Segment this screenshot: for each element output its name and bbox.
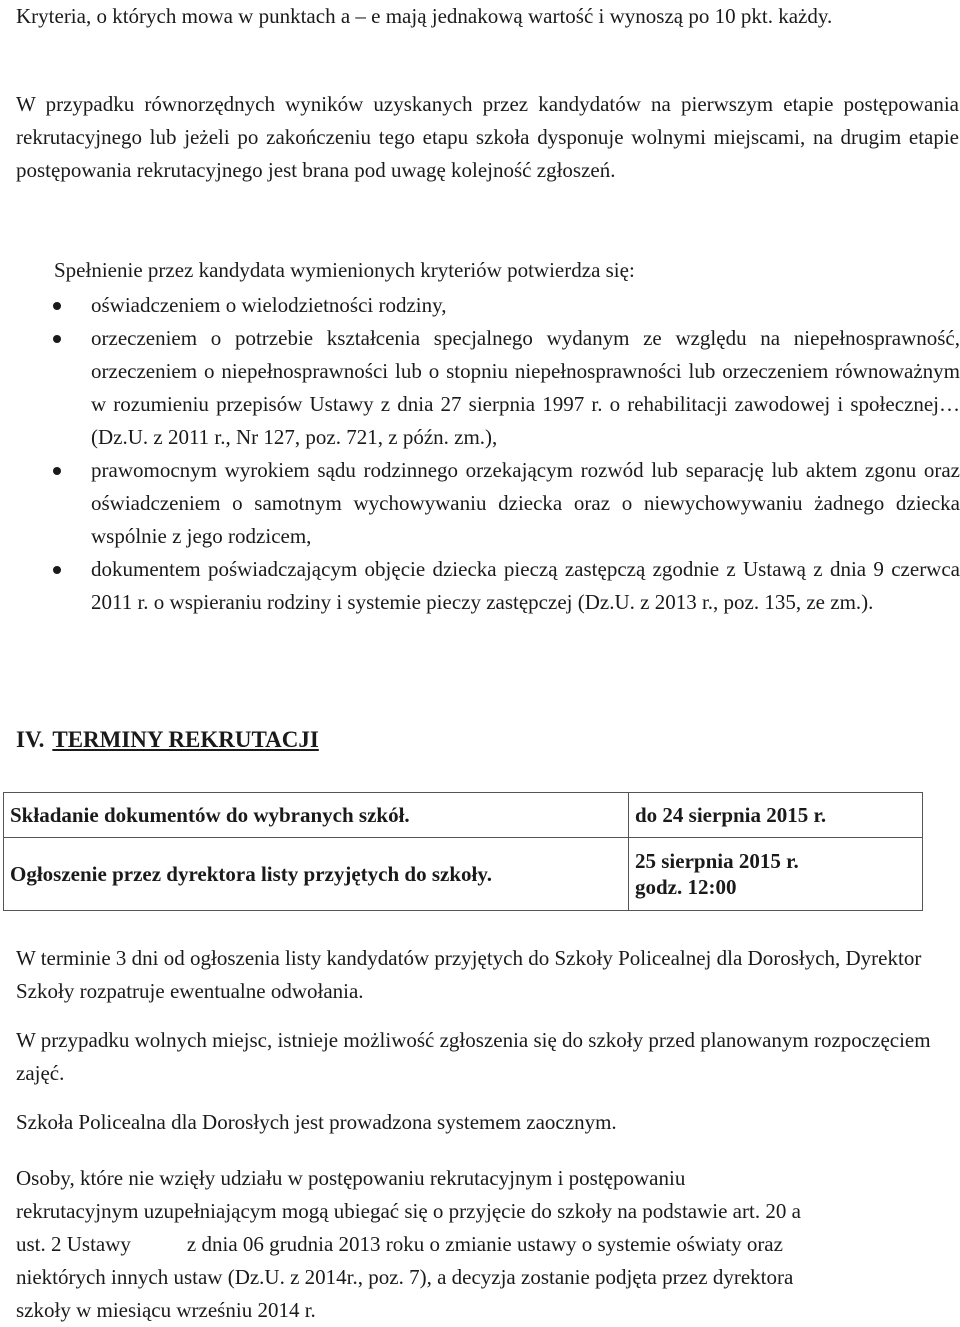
table-cell-label: Składanie dokumentów do wybranych szkół. bbox=[4, 793, 629, 838]
table-cell-date: 25 sierpnia 2015 r. godz. 12:00 bbox=[629, 838, 923, 911]
free-places-paragraph: W przypadku wolnych miejsc, istnieje możliwość zgłoszenia się do szkoły przed planowanym rozpoczęciem zajęć. bbox=[16, 1028, 931, 1085]
section-number: IV. bbox=[16, 727, 45, 752]
bullet-icon bbox=[53, 302, 61, 310]
list-item: dokumentem poświadczającym objęcie dziecka pieczą zastępczą zgodnie z Ustawą z dnia 9 czerwca 2011 r. o wspieraniu rodziny i systemie pieczy zastępczej (Dz.U. z 2013 r., poz. 135, ze zm.). bbox=[91, 553, 960, 619]
list-item: orzeczeniem o potrzebie kształcenia specjalnego wydanym ze względu na niepełnosprawność, orzeczeniem o niepełnosprawności lub o stopniu niepełnosprawności lub orzeczeniem równoważnym w rozumieniu przepisów Ustawy z dnia 27 sierpnia 1997 r. o rehabilitacji zawodowej i społecznej…(Dz.U. z 2011 r., Nr 127, poz. 721, z późn. zm.), bbox=[91, 322, 960, 454]
mode-paragraph: Szkoła Policealna dla Dorosłych jest prowadzona systemem zaocznym. bbox=[16, 1110, 617, 1134]
table-cell-label: Ogłoszenie przez dyrektora listy przyjętych do szkoły. bbox=[4, 838, 629, 911]
late-admission-paragraph: Osoby, które nie wzięły udziału w postępowaniu rekrutacyjnym i postępowaniu rekrutacyjnym uzupełniającym mogą ubiegać się o przyjęcie do szkoły na podstawie art. 20 a ust. 2 Ustawy z dnia 06 grudnia 2013 roku o zmianie ustawy o systemie oświaty oraz niektórych innych ustaw (Dz.U. z 2014r., poz. 7), a decyzja zostanie podjęta przez dyrektora szkoły w miesiącu wrześniu 2014 r. bbox=[16, 1166, 801, 1322]
table-cell-date: do 24 sierpnia 2015 r. bbox=[629, 793, 923, 838]
list-item: oświadczeniem o wielodzietności rodziny, bbox=[91, 289, 960, 322]
bullet-icon bbox=[53, 566, 61, 574]
table-row bbox=[4, 838, 923, 911]
schedule-table bbox=[3, 792, 923, 911]
bullet-icon bbox=[53, 335, 61, 343]
criteria-value-paragraph: Kryteria, o których mowa w punktach a – e mają jednakową wartość i wynoszą po 10 pkt. każdy. bbox=[16, 4, 833, 28]
bullet-icon bbox=[53, 467, 61, 475]
section-title: TERMINY REKRUTACJI bbox=[52, 727, 319, 752]
tie-break-paragraph: W przypadku równorzędnych wyników uzyskanych przez kandydatów na pierwszym etapie postępowania rekrutacyjnego lub jeżeli po zakończeniu tego etapu szkoła dysponuje wolnymi miejscami, na drugim etapie postępowania rekrutacyjnego jest brana pod uwagę kolejność zgłoszeń. bbox=[16, 92, 959, 182]
section-heading bbox=[16, 723, 319, 757]
table-row bbox=[4, 793, 923, 838]
appeal-paragraph: W terminie 3 dni od ogłoszenia listy kandydatów przyjętych do Szkoły Policealnej dla Dorosłych, Dyrektor Szkoły rozpatruje ewentualne odwołania. bbox=[16, 946, 922, 1003]
list-item: prawomocnym wyrokiem sądu rodzinnego orzekającym rozwód lub separację lub aktem zgonu oraz oświadczeniem o samotnym wychowywaniu dziecka oraz o niewychowywaniu żadnego dziecka wspólnie z jego rodzicem, bbox=[91, 454, 960, 553]
confirmation-list bbox=[91, 289, 960, 619]
confirmation-intro: Spełnienie przez kandydata wymienionych kryteriów potwierdza się: bbox=[54, 258, 635, 282]
